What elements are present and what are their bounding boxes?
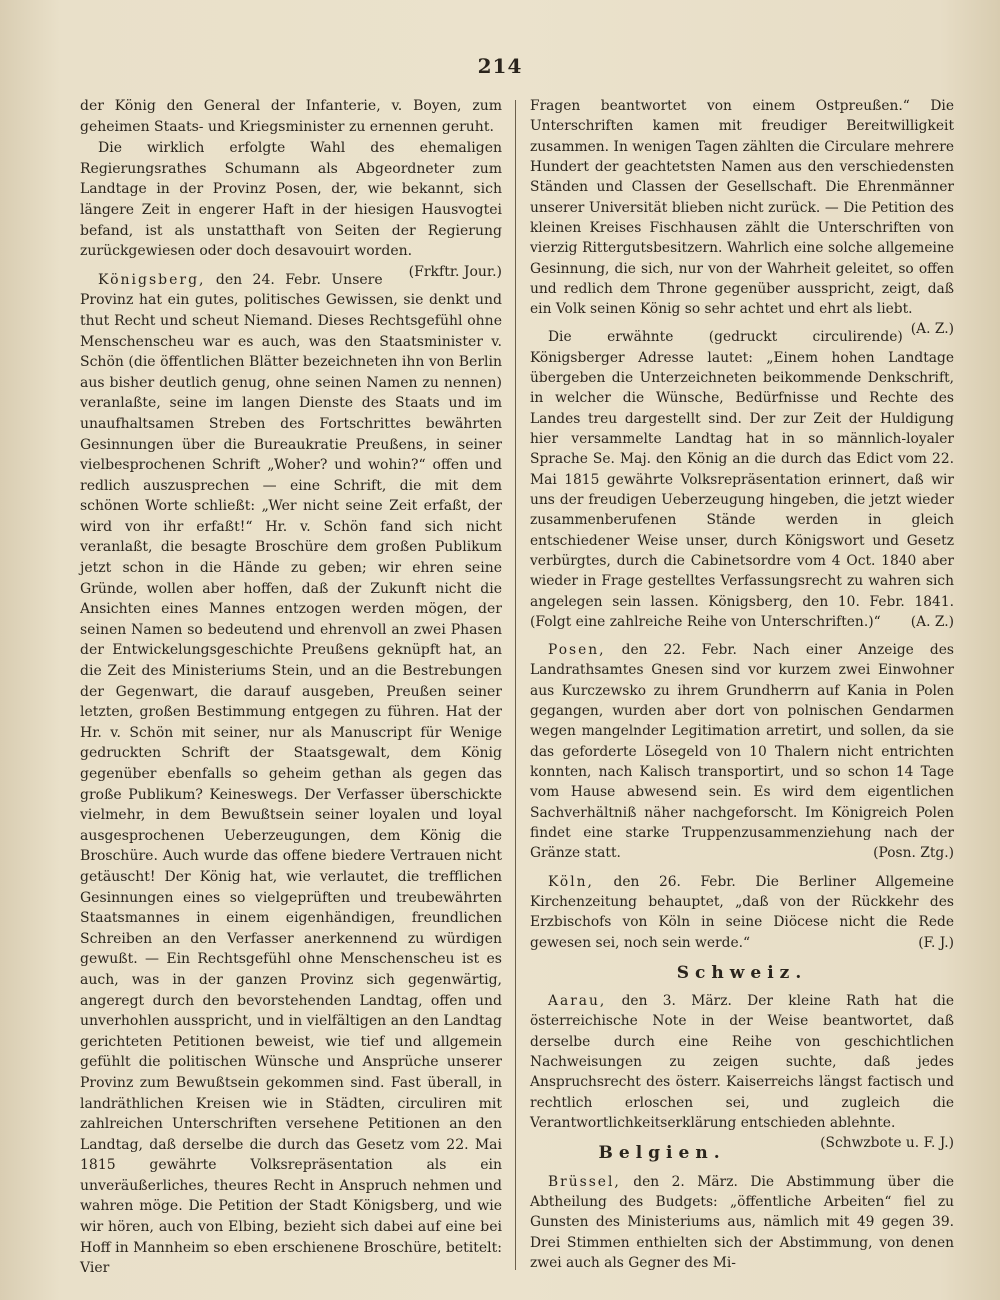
article-schumann-text: Die wirklich erfolgte Wahl des ehemaligen Regierungsrathes Schumann als Abgeordneter zum Landtage in der Provinz Posen, der, wie bekannt, sich längere Zeit in engerer Haft in der hiesigen Hausvogtei befand, ist als unstatthaft von Seiten der Regierung zurückgewiesen oder doch desavouirt worden.	[80, 140, 502, 260]
article-koenigsberg-continuation	[530, 96, 954, 338]
page-number: 214	[477, 54, 523, 78]
article-aarau-text: den 3. März. Der kleine Rath hat die österreichische Note in der Weise beantwortet, daß derselbe durch eine Reihe von geschichtlichen Nachweisungen zu zeigen suchte, daß jedes Anspruchsrecht des österr. Kaiserreichs längst factisch und rechtlich erloschen sei, und zugleich die Verantwortlichkeitserklärung entschieden ablehnte.	[530, 993, 954, 1131]
section-heading-schweiz: Schweiz.	[676, 962, 808, 983]
article-bruessel	[530, 1172, 954, 1274]
article-bruessel-text: den 2. März. Die Abstimmung über die Abtheilung des Budgets: „öffentliche Arbeiten“ fiel zu Gunsten des Ministeriums aus, nämlich mit 49 gegen 39. Drei Stimmen enthielten sich der Abstimmung, von denen zwei auch als Gegner des Mi-	[530, 1173, 954, 1271]
article-posen-text: den 22. Febr. Nach einer Anzeige des Landrathsamtes Gnesen sind vor kurzem zwei Einwohner aus Kurczewsko zu ihrem Grundherrn auf Kania in Polen gegangen, wurden aber dort von polnischen Gendarmen wegen mangelnder Legitimation arretirt, und sollen, da sie das geforderte Lösegeld von 10 Thalern nicht entrichten konnten, nach Kalisch transportirt, und so schon 14 Tage vom Hause abwesend sein. Es wird dem eigentlichen Sachverhältniß näher nachgeforscht. Im Königreich Polen findet eine starke Truppenzusammenziehung nach der Gränze statt.	[530, 642, 954, 862]
right-column	[530, 96, 954, 1273]
article-koeln-source: (F. J.)	[918, 934, 954, 951]
column-divider	[515, 100, 516, 1270]
article-aarau-source: (Schwzbote u. F. J.)	[820, 1135, 954, 1152]
article-koenigsberg	[80, 270, 502, 1279]
article-koenigsberg-place: Königsberg,	[98, 271, 206, 288]
article-koeln-place: Köln,	[548, 873, 594, 890]
section-heading-belgien: Belgien.	[598, 1143, 726, 1164]
article-adresse	[530, 327, 954, 632]
article-posen-place: Posen,	[548, 642, 606, 659]
article-bruessel-place: Brüssel,	[548, 1173, 621, 1190]
article-koenigsberg-continuation-text: Fragen beantwortet von einem Ostpreußen.“ Die Unterschriften kamen mit freudiger Bereitwilligkeit zusammen. In wenigen Tagen zählten die Circulare mehrere Hundert der geachtetsten Namen aus den verschiedensten Ständen und Classen der Gesellschaft. Die Ehrenmänner unserer Universität blieben nicht zurück. — Die Petition des kleinen Kreises Fischhausen zählt die Unterschriften von vierzig Rittergutsbesitzern. Wahrlich eine solche allgemeine Gesinnung, die sich, nur von der Wahrheit geleitet, so offen und redlich dem Throne gegenüber ausspricht, zeigt, daß ein Volk seinen König so sehr achtet und ehrt als liebt.	[530, 98, 954, 318]
article-koenigsberg-source: (A. Z.)	[910, 321, 954, 338]
article-aarau	[530, 991, 954, 1152]
article-boyen-continuation: der König den General der Infanterie, v. Boyen, zum geheimen Staats- und Kriegsminister zu ernennen geruht.	[80, 98, 502, 135]
article-adresse-text: Die erwähnte (gedruckt circulirende) Königsberger Adresse lautet: „Einem hohen Landtage übergeben die Unterzeichneten beikommende Denkschrift, in welcher die Wünsche, Bedürfnisse und Rechte des Landes treu dargestellt sind. Der zur Zeit der Huldigung hier versammelte Landtag hat in so männlich-loyaler Sprache Se. Maj. den König an die durch das Edict vom 22. Mai 1815 gewährte Volksrepräsentation erinnert, daß wir uns der freudigen Ueberzeugung hingeben, die jetzt wieder zusammenberufenen Stände werden in gleich entschiedener Weise unser, durch Königswort und Gesetz verbürgtes, durch die Cabinetsordre vom 4 Oct. 1840 aber wieder in Frage gestelltes Verfassungsrecht zu wahren sich angelegen sein lassen. Königsberg, den 10. Febr. 1841. (Folgt eine zahlreiche Reihe von Unterschriften.)“	[530, 329, 954, 630]
article-koenigsberg-text: den 24. Febr. Unsere Provinz hat ein gutes, politisches Gewissen, sie denkt und thut Recht und scheut Niemand. Dieses Rechtsgefühl ohne Menschenscheu war es auch, was den Staatsminister v. Schön (die öffentlichen Blätter bezeichneten ihn von Berlin aus bisher deutlich genug, ohne seinen Namen zu nennen) veranlaßte, seine im langen Dienste des Staats und im unaufhaltsamen Streben des Fortschrittes bewährten Gesinnungen über die Bureaukratie Preußens, in seiner vielbesprochenen Schrift „Woher? und wohin?“ offen und redlich auszusprechen — eine Schrift, die mit dem schönen Worte schließt: „Wer nicht seine Zeit erfaßt, der wird von ihr erfaßt!“ Hr. v. Schön fand sich nicht veranlaßt, die besagte Broschüre dem großen Publikum jetzt schon in die Hände zu geben; wir ehren seine Gründe, wollen aber hoffen, daß der Zukunft nicht die Ansichten eines Mannes entzogen werden mögen, der seinen Namen so bedeutend und ehrenvoll an zwei Phasen der Entwickelungsgeschichte Preußens geknüpft hat, an die Zeit des Ministeriums Stein, und an die Bestrebungen der Gegenwart, die darauf ausgeben, Preußen seiner letzten, großen Bestimmung entgegen zu führen. Hat der Hr. v. Schön mit seiner, nur als Manuscript für Wenige gedruckten Schrift der Staatsgewalt, dem König gegenüber ebenfalls so geheim gethan als gegen das große Publikum? Keineswegs. Der Verfasser überschickte vielmehr, in dem Bewußtsein seiner loyalen und loyal ausgesprochenen Ueberzeugungen, dem König die Broschüre. Auch wurde das offene biedere Vertrauen nicht getäuscht! Der König hat, wie verlautet, die trefflichen Gesinnungen eines so vielgeprüften und treubewährten Staatsmannes in einem eigenhändigen, freundlichen Schreiben an den Verfasser anerkennend zu würdigen gewußt. — Ein Rechtsgefühl ohne Menschenscheu ist es auch, was in der ganzen Provinz sich gegenwärtig, angeregt durch den bevorstehenden Landtag, offen und unverhohlen ausspricht, und in vielfältigen an den Landtag gerichteten Petitionen beweist, wie tief und allgemein gefühlt die politischen Wünsche und Ansprüche unserer Provinz zum Bewußtsein gekommen sind. Fast überall, in landräthlichen Kreisen wie in Städten, circuliren mit zahlreichen Unterschriften versehene Petitionen an den Landtag, daß derselbe die durch das Gesetz vom 22. Mai 1815 gewährte Volksrepräsentation als ein unveräußerliches, theures Recht in Anspruch nehmen und wahren möge. Die Petition der Stadt Königsberg, und wie wir hören, auch von Elbing, bezieht sich dabei auf eine bei Hoff in Mannheim so eben erschienene Broschüre, betitelt: Vier	[80, 271, 502, 1277]
article-adresse-source: (A. Z.)	[910, 613, 954, 630]
article-koeln-text: den 26. Febr. Die Berliner Allgemeine Kirchenzeitung behauptet, „daß von der Rückkehr des Erzbischofs von Köln in seine Diöcese nicht die Rede gewesen sei, noch sein werde.“	[530, 873, 954, 951]
article-posen-source: (Posn. Ztg.)	[873, 845, 954, 862]
left-column	[80, 96, 502, 1279]
article-aarau-place: Aarau,	[548, 993, 607, 1010]
article-schumann-source: (Frkftr. Jour.)	[408, 263, 502, 280]
article-koeln	[530, 872, 954, 953]
article-posen	[530, 640, 954, 863]
